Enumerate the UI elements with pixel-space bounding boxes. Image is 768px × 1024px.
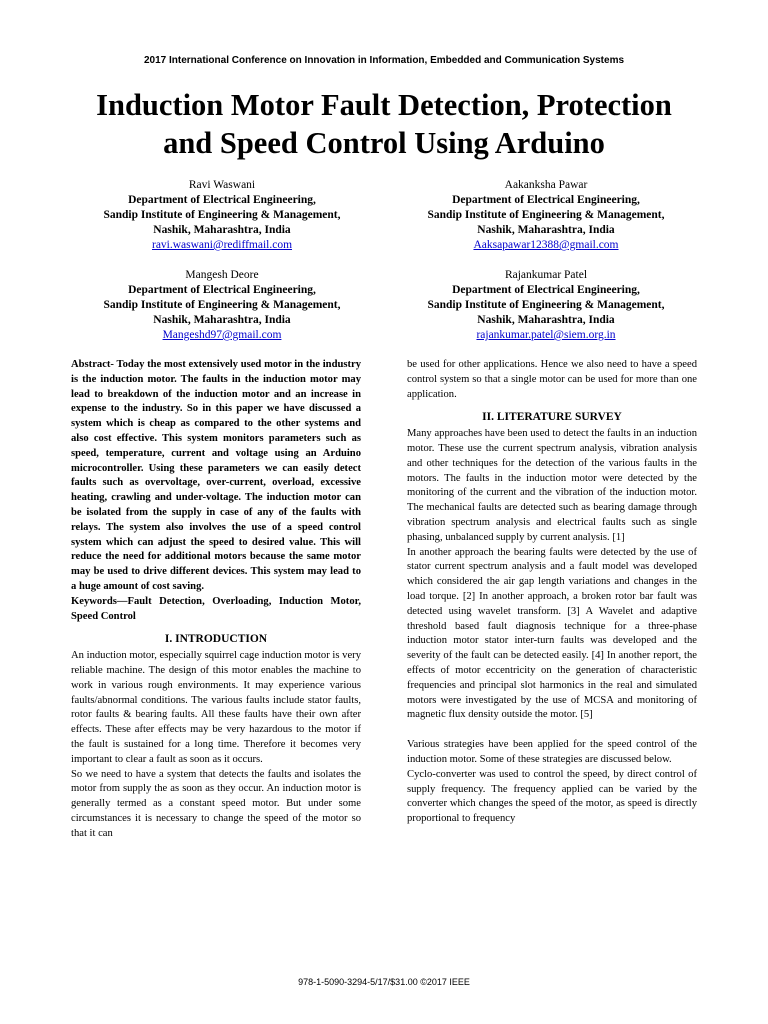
author-block [70,178,698,343]
author-loc: Nashik, Maharashtra, India [153,224,291,236]
author-inst: Sandip Institute of Engineering & Management, [103,209,341,221]
section-heading-introduction: I. INTRODUCTION [164,633,268,646]
author-loc: Nashik, Maharashtra, India [153,314,291,326]
author-name: Mangesh Deore [185,269,259,281]
intro-paragraph-2: So we need to have a system that detects the faults and isolates the motor from supply the as soon as they occur. An induction motor is generally termed as a constant speed motor. But under some circumstances it is necessary to change the speed of the motor so that it can [71,768,361,839]
right-column [407,358,697,827]
left-column [71,358,361,842]
author-4 [394,268,698,343]
author-email-link[interactable]: Mangeshd97@gmail.com [162,329,282,341]
title-line-1: Induction Motor Fault Detection, Protection [96,88,672,122]
intro-paragraph-1: An induction motor, especially squirrel cage induction motor is very reliable machine. The design of this motor enables the machine to work in various rough environments. It may experience various faults/abnormal conditions. The various faults include stator faults, rotor faults & bearing faults. All these faults have their own after effects. These after effects may be very hazardous to the motor if the fault is sustained for a long time. Therefore it becomes very important to clear a fault as soon as it occurs. [71,650,361,765]
title-line-2: and Speed Control Using Arduino [163,126,605,160]
author-email-link[interactable]: ravi.waswani@rediffmail.com [151,239,293,251]
author-loc: Nashik, Maharashtra, India [477,314,615,326]
literature-paragraph-2: In another approach the bearing faults were detected by the use of stator current spectrum analysis and a fault model was developed which considered the air gap length variations and changes in the load torque. [2] In another approach, a broken rotor bar fault was detected using wavelet transform. [3] A Wavelet and adaptive threshold based fault diagnosis technique for a three-phase induction motor stator inter-turn faults was developed and the severity of the fault can be detected easily. [4] In another report, the effects of motor eccentricity on the generation of characteristic frequencies and principal slot harmonics in the real and simulated motors were investigated by the use of MCSA and monitoring of magnetic flux density outside the motor. [5] [407,546,697,721]
conference-header: 2017 International Conference on Innovation in Information, Embedded and Communication Systems [143,55,625,66]
author-dept: Department of Electrical Engineering, [128,194,316,206]
author-inst: Sandip Institute of Engineering & Management, [103,299,341,311]
paragraph-gap [407,723,697,738]
author-name: Aakanksha Pawar [504,179,588,191]
author-email-link[interactable]: Aaksapawar12388@gmail.com [473,239,619,251]
literature-paragraph-1: Many approaches have been used to detect the faults in an induction motor. These use the current spectrum analysis, vibration analysis and other techniques for the detection of the various faults in the motors. The faults in the induction motor were detected by the monitoring of the current and the vibration of the induction motor. The mechanical faults are detected such as bearing damage through vibration spectrum analysis and electrical faults such as single phasing, unbalanced supply by current analysis. [1] [407,428,697,543]
author-dept: Department of Electrical Engineering, [452,284,640,296]
author-3 [70,268,374,343]
author-inst: Sandip Institute of Engineering & Management, [427,299,665,311]
literature-paragraph-3: Various strategies have been applied for the speed control of the induction motor. Some of these strategies are discussed below. [407,739,697,765]
abstract: Abstract- Today the most extensively used motor in the industry is the induction motor. The faults in the induction motor may lead to breakdown of the induction motor and an increase in expense to the industry. So in this paper we have discussed a system which is cheap as compared to the other systems and also cost effective. This system monitors parameters such as speed, temperature, current and voltage using an Arduino microcontroller. Using these parameters we can easily detect faults such as overvoltage, over-current, overload, excessive heating, crawling and under-voltage. The induction motor can be isolated from the supply in case of any of the faults with relays. The system also involves the use of a speed control system which can adjust the speed to desired value. This will reduce the need for additional motors because the same motor may be used to drive different devices. This system may lead to a huge amount of cost saving. [71,359,361,592]
author-dept: Department of Electrical Engineering, [128,284,316,296]
author-name: Ravi Waswani [188,179,256,191]
author-loc: Nashik, Maharashtra, India [477,224,615,236]
literature-paragraph-4: Cyclo-converter was used to control the speed, by direct control of supply frequency. The frequency applied can be varied by the converter which changes the speed of the motor, as speed is directly proportional to frequency [407,768,697,825]
copyright-footer: 978-1-5090-3294-5/17/$31.00 ©2017 IEEE [298,977,470,987]
section-heading-literature-survey: II. LITERATURE SURVEY [482,411,622,424]
intro-paragraph-continued: be used for other applications. Hence we also need to have a speed control system so that a single motor can be used for more than one application. [407,359,697,400]
author-inst: Sandip Institute of Engineering & Management, [427,209,665,221]
author-dept: Department of Electrical Engineering, [452,194,640,206]
author-2 [394,178,698,253]
author-1 [70,178,374,253]
author-name: Rajankumar Patel [504,269,588,281]
keywords: Keywords—Fault Detection, Overloading, Induction Motor, Speed Control [71,595,361,622]
author-email-link[interactable]: rajankumar.patel@siem.org.in [476,329,616,341]
paper-title [40,86,728,162]
